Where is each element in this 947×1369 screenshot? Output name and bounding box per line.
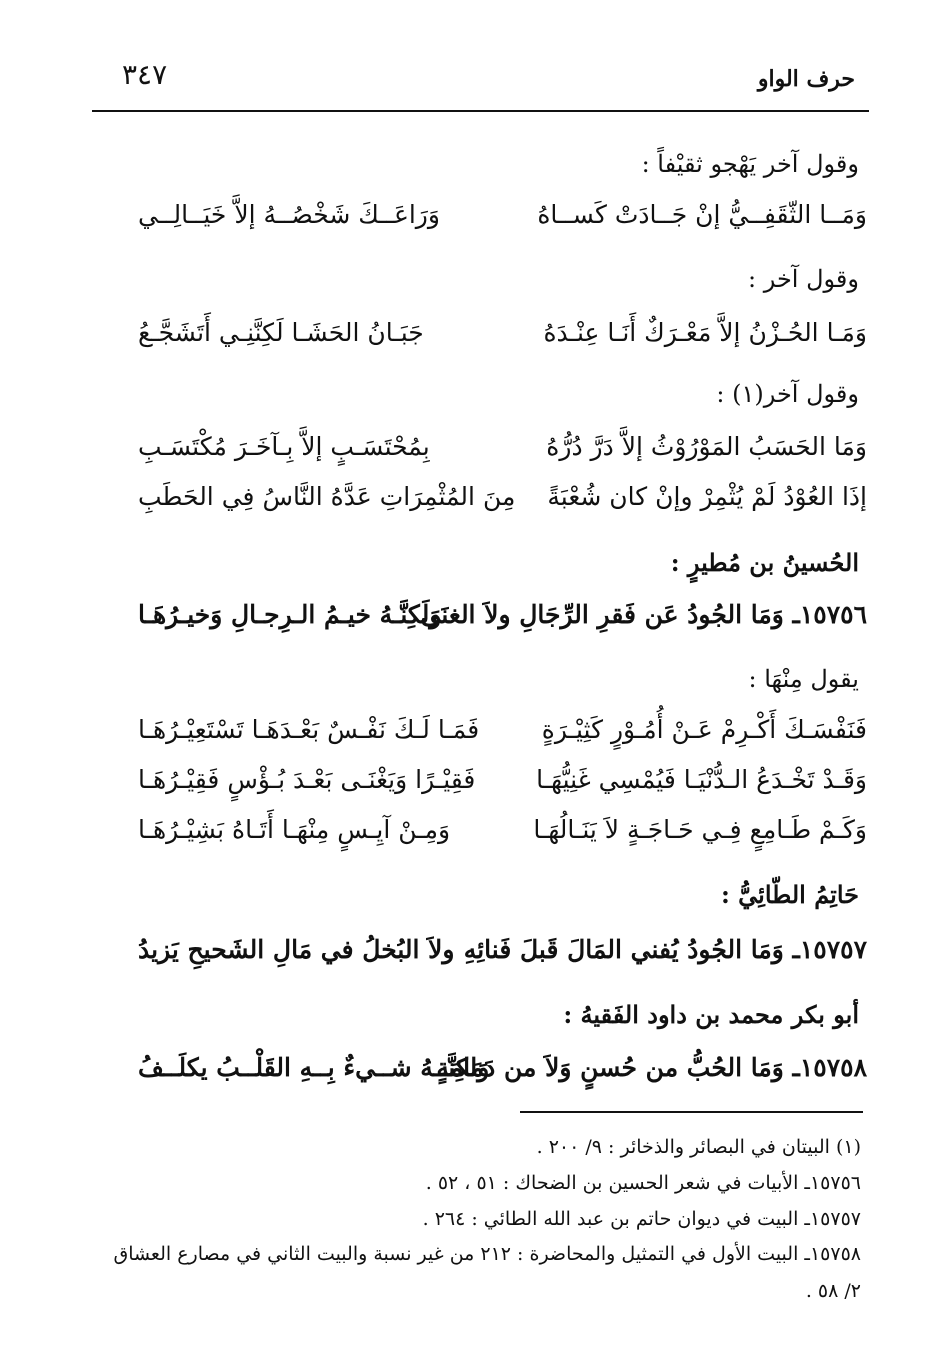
second-hemistich: بِمُحْتَسَـبٍ إلاَّ بِـآخَـرَ مُكْتَسَـبِ	[138, 432, 430, 461]
footnote-divider	[520, 1111, 863, 1113]
verse-line	[108, 765, 867, 809]
verse-line	[108, 200, 867, 244]
first-hemistich: وَمَــا الثّقَفِــيُّ إنْ جَــادَتْ كَســاهُ	[537, 200, 867, 229]
verse-line	[108, 482, 867, 526]
footnote-line: (١) البيتان في البصائر والذخائر : ٩/ ٢٠٠ .	[536, 1136, 861, 1158]
footnote-line: ١٥٧٥٦ـ الأبيات في شعر الحسين بن الضحاك : ٥١ ، ٥٢ .	[425, 1172, 861, 1194]
first-hemistich: وَمَـا الحُـزْنُ إلاَّ مَعْـرَكٌ أَنَـا عِنْـدَهُ	[543, 318, 867, 347]
poet-intro: حَاتِمُ الطّائِيُّ :	[720, 880, 859, 909]
first-hemistich: وَمَا الحَسَبُ المَوْرُوْثُ إلاَّ دَرَّ دُرُّهُ	[546, 432, 867, 461]
poet-intro: وقول آخر(١) :	[716, 380, 859, 408]
first-hemistich: إذَا العُوْدُ لَمْ يُثْمِرْ وإنْ كان شُعْبَةً	[547, 482, 867, 511]
poet-intro: أبو بكر محمد بن داود الفَقيهُ :	[563, 1000, 859, 1029]
first-hemistich: ١٥٧٥٨ـ وَمَا الحُبُّ من حُسنٍ وَلاَ من دَمَامَةٍ	[436, 1053, 867, 1082]
chapter-title: حرف الواو	[757, 66, 855, 92]
footnote-line: ١٥٧٥٧ـ البيت في ديوان حاتم بن عبد الله الطائي : ٢٦٤ .	[422, 1208, 861, 1230]
second-hemistich: فَقِيْـرًا وَيَغْنَـى بَعْـدَ بُـؤْسٍ فَقِيْـرُهَـا	[138, 765, 476, 794]
first-hemistich: ١٥٧٥٧ـ وَمَا الجُودُ يُفني المَالَ قَبلَ فَنائِهِ	[463, 935, 867, 964]
verse-line	[108, 935, 867, 979]
poet-intro: الحُسينُ بن مُطيرٍ :	[670, 548, 859, 577]
first-hemistich: فَنَفْسَـكَ أَكْـرِمْ عَـنْ أُمُـوْرٍ كَثِيْـرَةٍ	[541, 715, 867, 744]
header-divider	[92, 110, 869, 112]
verse-line	[108, 815, 867, 859]
footnote-line: ١٥٧٥٨ـ البيت الأول في التمثيل والمحاضرة : ٢١٢ من غير نسبة والبيت الثاني في مصارع العشاق	[113, 1243, 861, 1265]
verse-line	[108, 318, 867, 362]
first-hemistich: ١٥٧٥٦ـ وَمَا الجُودُ عَن فَقرِ الرِّجَالِ ولاَ الغنَى	[420, 600, 867, 629]
footnote-line: ٢/ ٥٨ .	[805, 1280, 861, 1302]
poet-intro: وقول آخر يَهْجو ثقيْفاً :	[641, 150, 859, 178]
verse-line	[108, 600, 867, 644]
verse-line	[108, 432, 867, 476]
poet-intro: يقول مِنْهَا :	[748, 665, 859, 693]
poet-intro: وقول آخر :	[748, 265, 859, 293]
second-hemistich: فَمَـا لَـكَ نَفْـسٌ بَعْـدَهَـا تَسْتَعِيْـرُهَـا	[138, 715, 480, 744]
first-hemistich: وَقَـدْ تَخْـدَعُ الـدُّنْيَـا فَيُمْسِي غَنِيُّهَـا	[536, 765, 867, 794]
second-hemistich: وَمِـنْ آيِـسٍ مِنْهَـا أَتَـاهُ بَشِيْـرُهَـا	[138, 815, 451, 844]
second-hemistich: وَلكِنَّــهُ شــيءٌ بِــهِ القَلْــبُ يكلَــفُ	[138, 1053, 490, 1082]
second-hemistich: ولاَ البُخلُ في مَالِ الشَحيحِ يَزيدُ	[138, 935, 455, 964]
verse-line	[108, 715, 867, 759]
second-hemistich: مِنَ المُثْمِرَاتِ عَدَّهُ النَّاسُ فِي الحَطَبِ	[138, 482, 516, 511]
page-number: ٣٤٧	[122, 58, 168, 91]
verse-line	[108, 1053, 867, 1097]
second-hemistich: وَرَاعَــكَ شَخْصُــهُ إلاَّ خَيَــالِــي	[138, 200, 440, 229]
second-hemistich: وَلَكِنَّـهُ خيـمُ الـرِجـالِ وَخيـرُهَـا	[138, 600, 442, 629]
second-hemistich: جَبَـانُ الحَشَـا لَكِنَّنِـي أَتَشَجَّـعُ	[138, 318, 424, 347]
first-hemistich: وَكَـمْ طَـامِعٍ فِـي حَـاجَـةٍ لاَ يَنَـالُهَـا	[533, 815, 867, 844]
